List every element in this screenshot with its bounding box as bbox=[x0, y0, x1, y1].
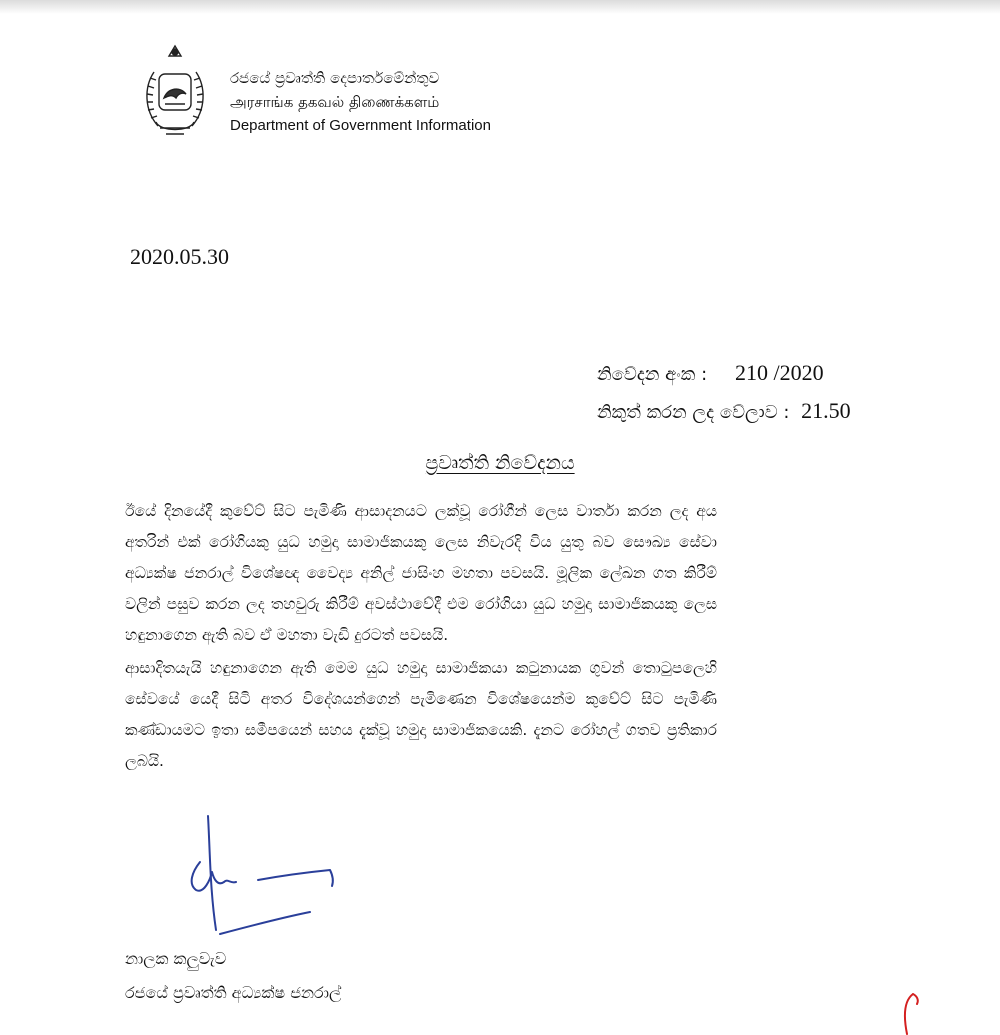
sri-lanka-emblem-icon bbox=[136, 42, 214, 140]
dept-name-sinhala: රජයේ ප්‍රවෘත්ති දෙපාර්තමේන්තුව bbox=[230, 69, 440, 87]
notice-number-row bbox=[597, 354, 851, 392]
dept-name-tamil: அரசாங்க தகவல் திணைக்களம் bbox=[230, 93, 440, 111]
red-pen-mark-icon bbox=[895, 990, 925, 1035]
issue-time-row bbox=[597, 392, 851, 430]
paragraph-2: ආසාදිතයැයි හඳුනාගෙන ඇති මෙම යුධ හමුදා සාමාජිකයා කටුනායක ගුවන් තොටුපලෙහි සේවයේ යෙදී සිටි අතර විදේශයන්ගෙන් පැමිණෙන විශේෂයෙන්ම කුවේට් සිට පැමිණි කණ්ඩායමට ඉතා සමීපයෙන් සහය දැක්වූ හමුදා සාමාජිකයෙකි. දැනට රෝහල් ගතව ප්‍රතිකාර ලබයි. bbox=[125, 659, 717, 770]
paragraph-1: ඊයේ දිනයේදී කුවේට් සිට පැමිණි ආසාදනයට ලක්වූ රෝගීන් ලෙස වාර්තා කරන ලද අය අතරින් එක් රෝගියකු යුධ හමුදා සාමාජිකයකු ලෙස නිවැරදි විය යුතු බව සෞඛ්‍ය සේවා අධ්‍යක්ෂ ජනරාල් විශේෂඥ වෛද්‍ය අනිල් ජාසිංහ මහතා පවසයි. මූලික ලේඛන ගත කිරීම් වලින් පසුව කරන ලද තහවුරු කිරීම් අවස්ථාවේදී එම රෝගියා යුධ හමුදා සාමාජිකයකු ලෙස හඳුනාගෙන ඇති බව ඒ මහතා වැඩි දුරටත් පවසයි. bbox=[125, 502, 717, 644]
issue-time: 21.50 bbox=[801, 398, 851, 423]
signer-name: නාලක කලුවැව bbox=[125, 949, 227, 968]
issue-time-label: නිකුත් කරන ලද වේලාව : bbox=[597, 402, 790, 423]
signer-block bbox=[125, 942, 341, 1010]
notice-meta bbox=[597, 354, 851, 430]
dept-name-english: Department of Government Information bbox=[230, 117, 491, 134]
document-date: 2020.05.30 bbox=[130, 244, 229, 269]
notice-number-label: නිවේදන අංක : bbox=[597, 364, 708, 385]
scan-edge-shadow bbox=[0, 0, 1000, 14]
signer-designation: රජයේ ප්‍රවෘත්ති අධ්‍යක්ෂ ජනරාල් bbox=[125, 983, 342, 1002]
document-title-text: ප්‍රවෘත්ති නිවේදනය bbox=[425, 452, 575, 474]
document-title bbox=[0, 452, 1000, 474]
letterhead bbox=[230, 66, 491, 138]
notice-number: 210 /2020 bbox=[734, 360, 824, 385]
signature-icon bbox=[170, 810, 350, 950]
